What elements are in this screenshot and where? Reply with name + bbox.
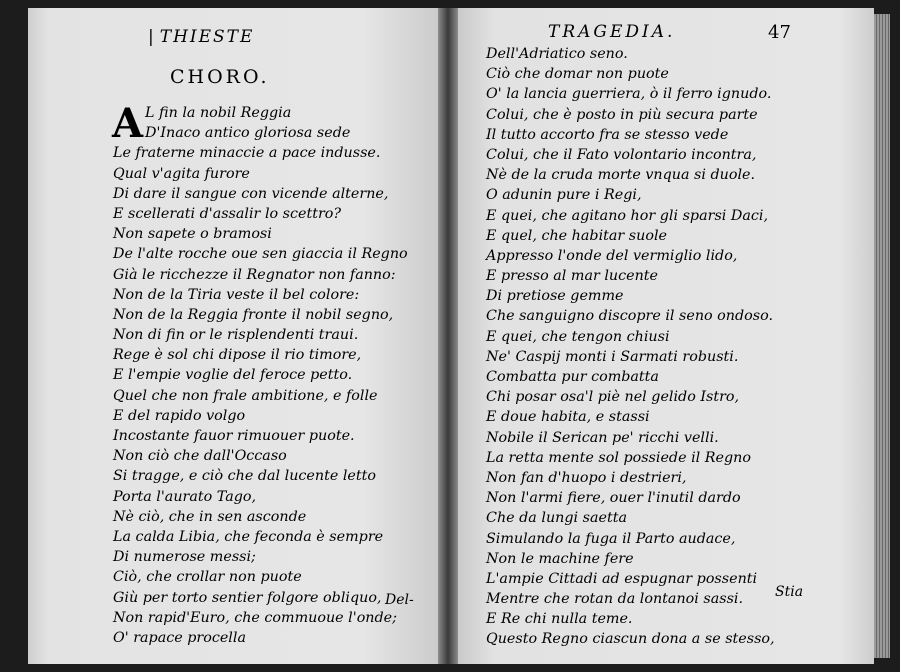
section-title: CHORO.	[170, 66, 270, 88]
verse-line: Nobile il Serican pe' ricchi velli.	[486, 429, 719, 446]
verse-line: Si tragge, e ciò che dal lucente letto	[113, 468, 376, 485]
verse-line: E del rapido volgo	[113, 407, 246, 424]
verse-line: Non ciò che dall'Occaso	[113, 448, 287, 465]
page-edges	[874, 14, 890, 658]
verse-line: Non rapid'Euro, che commuoue l'onde;	[113, 609, 397, 626]
verse-line: E quei, che agitano hor gli sparsi Daci,	[486, 207, 769, 224]
verse-line: D'Inaco antico gloriosa sede	[145, 125, 351, 142]
verse-line: O' la lancia guerriera, ò il ferro ignudo.	[486, 86, 772, 103]
verse-line: Colui, che è posto in più secura parte	[486, 106, 758, 123]
verse-line: Porta l'aurato Tago,	[113, 488, 257, 505]
verse-line: Chi posar osa'l piè nel gelido Istro,	[486, 389, 740, 406]
verse-line: La calda Libia, che feconda è sempre	[113, 528, 384, 545]
verse-line: Ne' Caspij monti i Sarmati robusti.	[486, 348, 739, 365]
verse-line: Le fraterne minaccie a pace indusse.	[113, 145, 381, 162]
page-number: 47	[768, 22, 791, 43]
verse-line: Combatta pur combatta	[486, 369, 659, 385]
verse-line: De l'alte rocche oue sen giaccia il Regno	[113, 246, 408, 263]
left-catchword: Del-	[385, 592, 414, 608]
verse-line: E presso al mar lucente	[486, 268, 659, 285]
verse-line: Il tutto accorto fra se stesso vede	[486, 126, 729, 143]
verse-line: Simulando la fuga il Parto audace,	[486, 530, 736, 547]
verse-line: Nè ciò, che in sen asconde	[113, 508, 307, 525]
verse-line: Nè de la cruda morte vnqua si duole.	[486, 167, 756, 184]
verse-line: La retta mente sol possiede il Regno	[486, 449, 751, 466]
verse-line: L fin la nobil Reggia	[145, 105, 292, 121]
verse-line: Giù per torto sentier folgore obliquo,	[113, 589, 382, 606]
verse-line: Dell'Adriatico seno.	[486, 46, 628, 62]
verse-line: E quei, che tengon chiusi	[486, 328, 670, 345]
verse-line: Mentre che rotan da lontanoi sassi.	[486, 591, 744, 608]
left-running-head-text: THIESTE	[159, 27, 255, 47]
verse-line: Ciò che domar non puote	[486, 66, 669, 83]
verse-line: Ciò, che crollar non puote	[113, 569, 302, 586]
right-verse-list	[486, 44, 775, 650]
right-catchword: Stia	[775, 584, 804, 600]
verse-line: Già le ricchezze il Regnator non fanno:	[113, 266, 396, 283]
verse-line: Quel che non frale ambitione, e folle	[113, 387, 378, 404]
verse-line: L'ampie Cittadi ad espugnar possenti	[486, 570, 758, 587]
book-gutter	[438, 8, 458, 664]
right-running-head: TRAGEDIA.	[548, 22, 676, 42]
verse-line: E doue habita, e stassi	[486, 409, 650, 426]
verse-line: O adunin pure i Regi,	[486, 187, 642, 204]
verse-line: Di numerose messi;	[113, 549, 256, 566]
verse-line: Non l'armi fiere, ouer l'inutil dardo	[486, 490, 741, 507]
verse-line: Non de la Reggia fronte il nobil segno,	[113, 306, 394, 323]
verse-line: Appresso l'onde del vermiglio lido,	[486, 247, 738, 264]
verse-line: E l'empie voglie del feroce petto.	[113, 367, 353, 384]
left-running-head	[148, 27, 254, 47]
verse-line: O' rapace procella	[113, 629, 246, 646]
verse-line: Che sanguigno discopre il seno ondoso.	[486, 308, 773, 325]
verse-line: Non le machine fere	[486, 550, 634, 567]
verse-line: E Re chi nulla teme.	[486, 611, 633, 628]
left-verse-list	[112, 100, 408, 648]
verse-line: Non fan d'huopo i destrieri,	[486, 469, 687, 486]
drop-cap: A	[112, 100, 144, 147]
section-mark: |	[148, 27, 156, 47]
verse-line: Colui, che il Fato volontario incontra,	[486, 146, 757, 163]
verse-line: E quel, che habitar suole	[486, 227, 667, 244]
verse-line: Non di fin or le risplendenti traui.	[113, 327, 359, 344]
verse-line: Incostante fauor rimuouer puote.	[113, 428, 355, 444]
verse-line: Qual v'agita furore	[113, 165, 250, 182]
verse-line: Che da lungi saetta	[486, 510, 627, 527]
verse-line: Questo Regno ciascun dona a se stesso,	[486, 631, 775, 648]
verse-line: E scellerati d'assalir lo scettro?	[113, 205, 342, 222]
verse-line: Non sapete o bramosi	[113, 226, 272, 243]
verse-line: Di pretiose gemme	[486, 288, 624, 305]
verse-line: Di dare il sangue con vicende alterne,	[113, 185, 389, 202]
verse-line: Non de la Tiria veste il bel colore:	[113, 286, 360, 303]
verse-line: Rege è sol chi dipose il rio timore,	[113, 347, 362, 364]
